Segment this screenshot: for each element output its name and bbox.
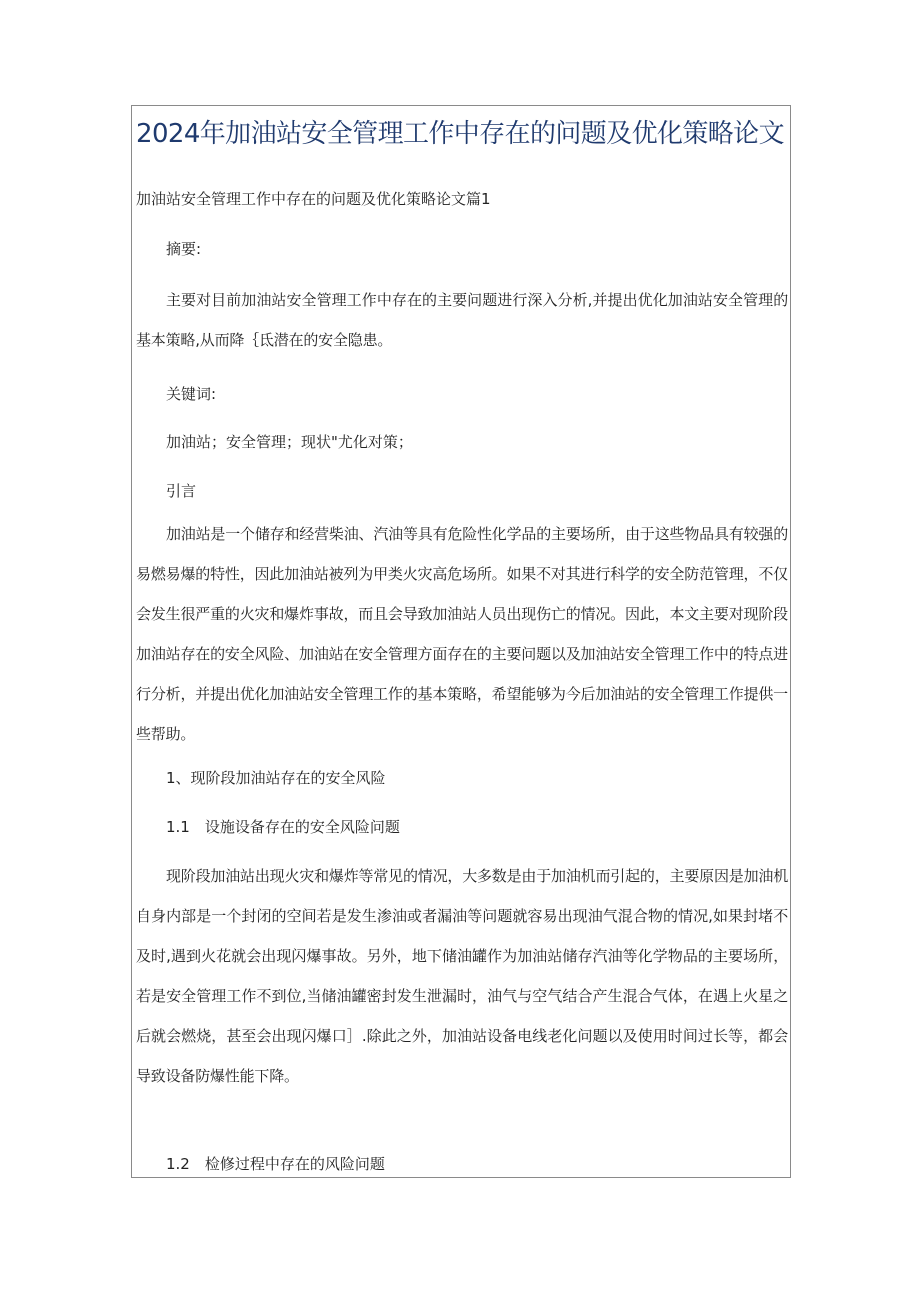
section-1-2-heading: 1.2 检修过程中存在的风险问题 bbox=[166, 1155, 385, 1173]
section-1-heading: 1、现阶段加油站存在的安全风险 bbox=[166, 769, 386, 787]
document-title: 2024年加油站安全管理工作中存在的问题及优化策略论文 bbox=[136, 119, 784, 149]
section-1-1-heading: 1.1 设施设备存在的安全风险问题 bbox=[166, 818, 400, 836]
abstract-paragraph: 主要对目前加油站安全管理工作中存在的主要问题进行深入分析,并提出优化加油站安全管理的基本策略,从而降｛氐潜在的安全隐患。 bbox=[136, 291, 788, 349]
keywords-label: 关键词: bbox=[166, 385, 217, 403]
document-subtitle: 加油站安全管理工作中存在的问题及优化策略论文篇1 bbox=[136, 190, 491, 208]
section-1-1-paragraph: 现阶段加油站出现火灾和爆炸等常见的情况，大多数是由于加油机而引起的，主要原因是加油机自身内部是一个封闭的空间若是发生渗油或者漏油等问题就容易出现油气混合物的情况,如果封堵不及时,遇到火花就会出现闪爆事故。另外，地下储油罐作为加油站储存汽油等化学物品的主要场所，若是安全管理工作不到位,当储油罐密封发生泄漏时，油气与空气结合产生混合气体，在遇上火星之后就会燃烧，甚至会出现闪爆口］.除此之外，加油站设备电线老化问题以及使用时间过长等，都会导致设备防爆性能下降。 bbox=[136, 867, 788, 1085]
intro-label: 引言 bbox=[166, 482, 197, 500]
keywords-text: 加油站；安全管理；现状"尤化对策； bbox=[166, 433, 413, 451]
abstract-label: 摘要: bbox=[166, 240, 202, 258]
document-page bbox=[131, 105, 791, 1178]
intro-paragraph: 加油站是一个储存和经营柴油、汽油等具有危险性化学品的主要场所，由于这些物品具有较强的易燃易爆的特性，因此加油站被列为甲类火灾高危场所。如果不对其进行科学的安全防范管理，不仅会发生很严重的火灾和爆炸事故，而且会导致加油站人员出现伤亡的情况。因此，本文主要对现阶段加油站存在的安全风险、加油站在安全管理方面存在的主要问题以及加油站安全管理工作中的特点进行分析，并提出优化加油站安全管理工作的基本策略，希望能够为今后加油站的安全管理工作提供一些帮助。 bbox=[136, 525, 788, 743]
